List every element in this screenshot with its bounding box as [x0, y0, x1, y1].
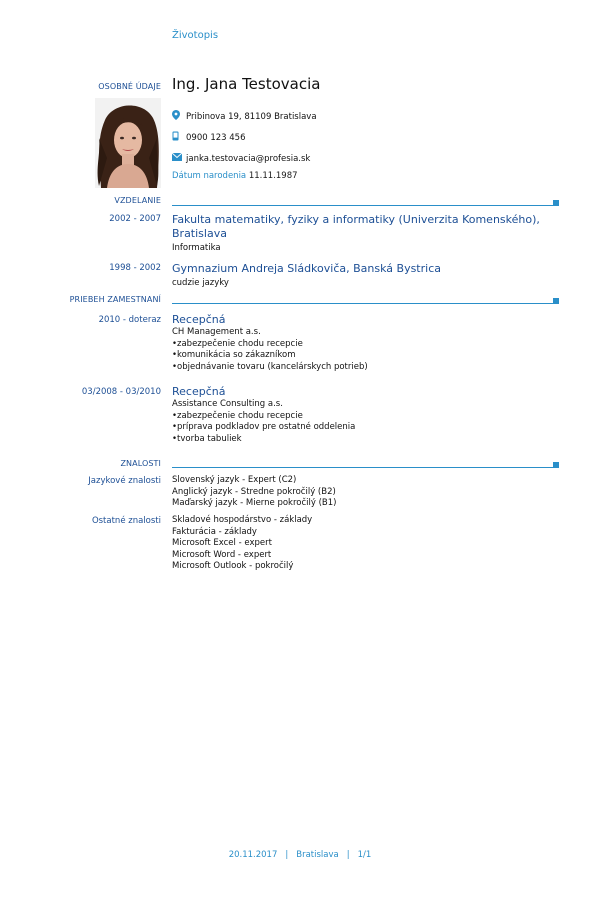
- language-item: Maďarský jazyk - Mierne pokročilý (B1): [172, 498, 337, 508]
- divider-end-marker: [553, 200, 559, 206]
- skills-language-label: Jazykové znalosti: [88, 476, 161, 486]
- section-divider: [172, 205, 556, 206]
- education-date: 2002 - 2007: [109, 214, 161, 224]
- phone-text: 0900 123 456: [186, 132, 246, 143]
- dob-value: 11.11.1987: [248, 171, 298, 181]
- section-label-education: VZDELANIE: [114, 196, 161, 205]
- job-date: 03/2008 - 03/2010: [81, 387, 161, 397]
- skill-item: Microsoft Excel - expert: [172, 538, 272, 548]
- language-list: [172, 475, 337, 510]
- skill-item: Skladové hospodárstvo - základy: [172, 515, 313, 525]
- person-name: Ing. Jana Testovacia: [172, 75, 321, 93]
- document-title: Životopis: [172, 30, 219, 41]
- section-label-employment: PRIEBEH ZAMESTNANÍ: [69, 295, 161, 304]
- footer-separator: |: [346, 850, 350, 860]
- footer-date: 20.11.2017: [228, 850, 278, 860]
- location-pin-icon: [172, 110, 186, 123]
- duty-item: • tvorba tabuliek: [172, 434, 355, 446]
- mobile-phone-icon: [172, 131, 186, 144]
- education-field: Informatika: [172, 243, 221, 253]
- duty-item: • príprava podkladov pre ostatné oddelenia: [172, 422, 355, 434]
- duty-item: • objednávanie tovaru (kancelárskych potrieb): [172, 362, 368, 374]
- job-position: Recepčná: [172, 313, 226, 326]
- duty-item: • komunikácia so zákazníkom: [172, 350, 368, 362]
- duty-item: • zabezpečenie chodu recepcie: [172, 411, 355, 423]
- skill-item: Microsoft Word - expert: [172, 549, 272, 560]
- education-field: cudzie jazyky: [172, 278, 229, 288]
- footer-separator: |: [285, 850, 289, 860]
- job-details: [172, 327, 368, 373]
- job-date: 2010 - doteraz: [98, 315, 161, 325]
- education-school: Fakulta matematiky, fyziky a informatiky (Univerzita Komenského), Bratislava: [172, 213, 540, 240]
- page-footer: [0, 850, 600, 860]
- envelope-icon: [172, 153, 186, 164]
- duty-list: [172, 339, 368, 374]
- job-details: [172, 399, 355, 445]
- dob-label: Dátum narodenia: [172, 171, 247, 181]
- skill-item: Microsoft Outlook - pokročilý: [172, 561, 294, 571]
- education-date: 1998 - 2002: [109, 263, 161, 273]
- section-divider: [172, 303, 556, 304]
- address-text: Pribinova 19, 81109 Bratislava: [186, 111, 317, 122]
- profile-photo: [95, 98, 161, 188]
- duty-list: [172, 411, 355, 446]
- other-skills-list: [172, 515, 312, 573]
- language-item: Slovenský jazyk - Expert (C2): [172, 475, 297, 485]
- duty-item: • zabezpečenie chodu recepcie: [172, 339, 368, 351]
- email-text[interactable]: janka.testovacia@profesia.sk: [186, 153, 311, 164]
- date-of-birth: [172, 171, 298, 181]
- job-company: Assistance Consulting a.s.: [172, 399, 283, 409]
- skill-item: Fakturácia - základy: [172, 526, 257, 537]
- divider-end-marker: [553, 462, 559, 468]
- section-label-personal: OSOBNÉ ÚDAJE: [98, 82, 161, 91]
- section-label-skills: ZNALOSTI: [120, 459, 161, 468]
- contact-phone: [172, 131, 245, 144]
- footer-page: 1/1: [357, 850, 372, 860]
- education-school: Gymnazium Andreja Sládkoviča, Banská Bystrica: [172, 262, 441, 275]
- divider-end-marker: [553, 298, 559, 304]
- job-position: Recepčná: [172, 385, 226, 398]
- contact-email: [172, 153, 310, 164]
- skills-other-label: Ostatné znalosti: [91, 516, 161, 526]
- language-item: Anglický jazyk - Stredne pokročilý (B2): [172, 486, 336, 497]
- contact-address: [172, 110, 317, 123]
- footer-city: Bratislava: [296, 850, 339, 860]
- job-company: CH Management a.s.: [172, 327, 261, 337]
- section-divider: [172, 467, 556, 468]
